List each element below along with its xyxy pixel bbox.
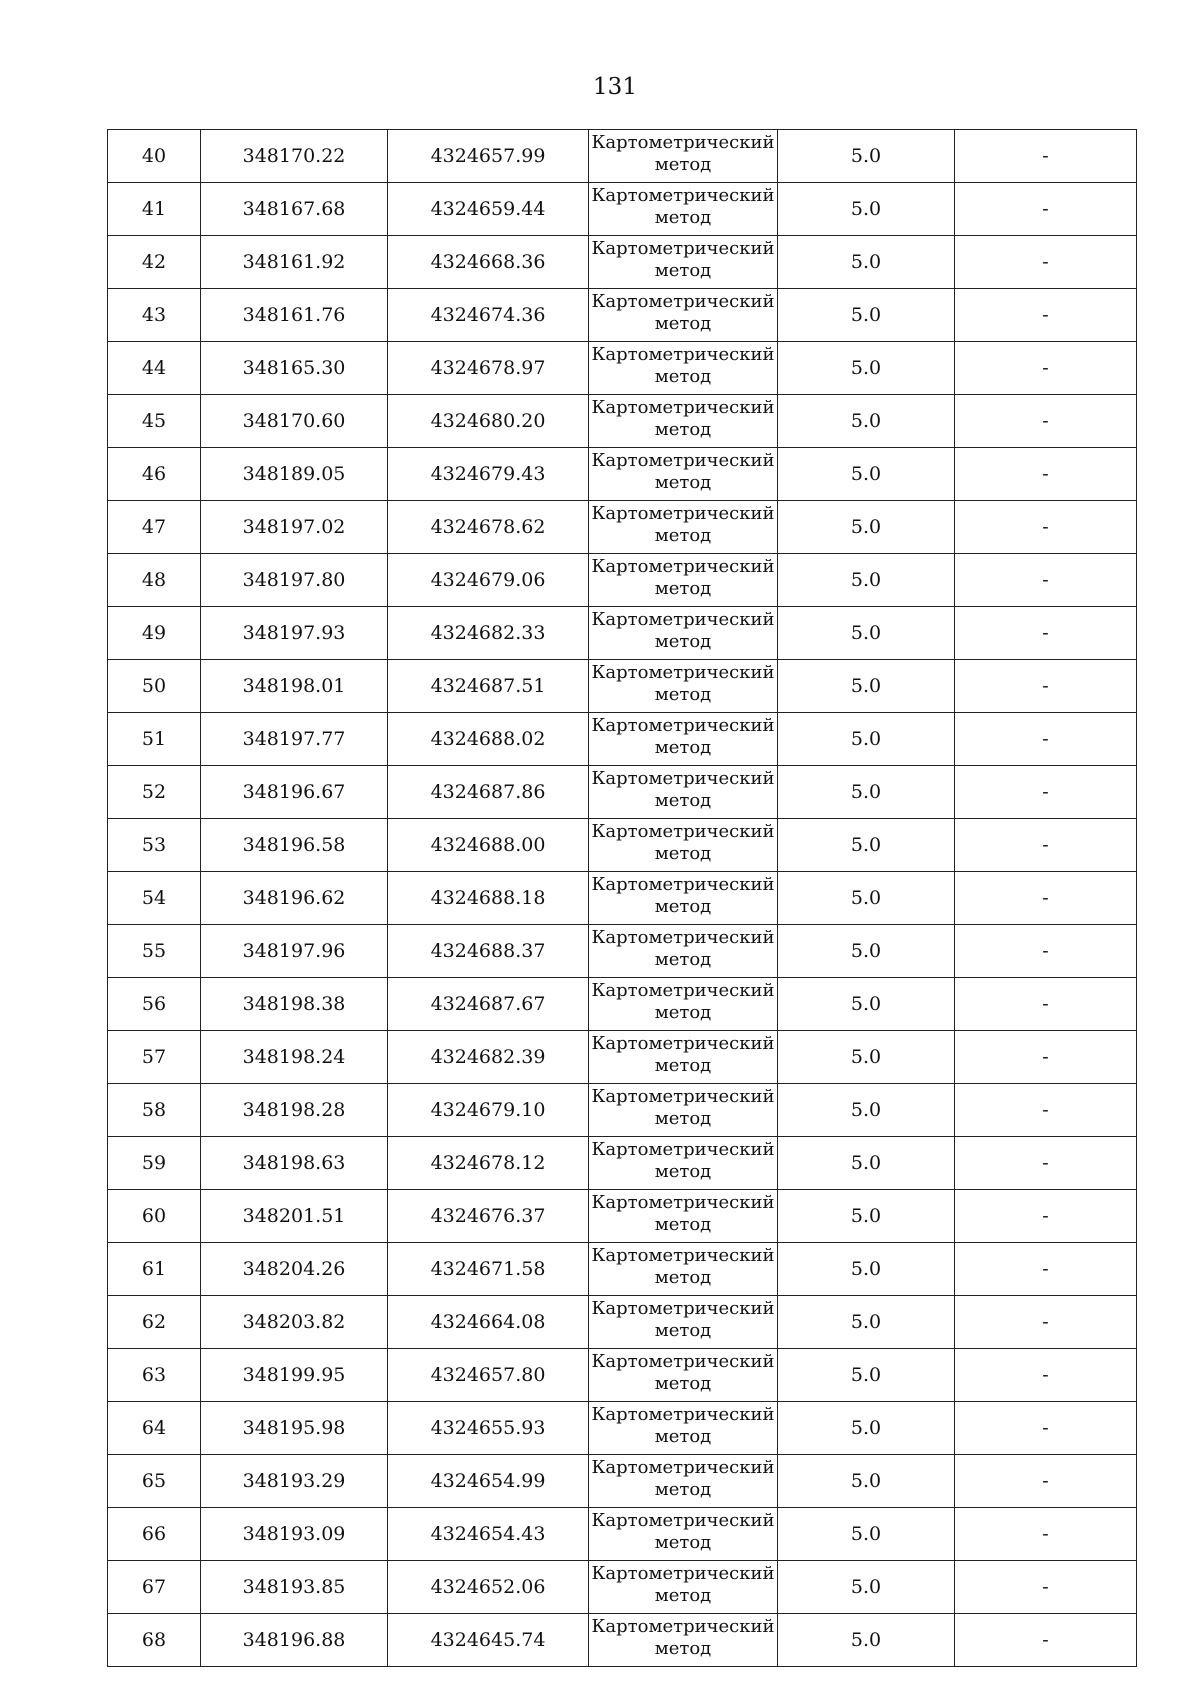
method-line-2: метод [654, 366, 712, 387]
y-coordinate-cell: 4324654.43 [388, 1508, 589, 1561]
x-coordinate-cell: 348198.38 [201, 978, 388, 1031]
page-number: 131 [593, 74, 637, 100]
method-line-1: Картометрический [591, 1563, 775, 1584]
point-number-cell: 60 [108, 1190, 201, 1243]
method-line-2: метод [654, 1002, 712, 1023]
x-coordinate-cell: 348161.76 [201, 289, 388, 342]
method-line-1: Картометрический [591, 821, 775, 842]
table-row [108, 1190, 1137, 1243]
table-row [108, 1402, 1137, 1455]
note-cell: - [955, 978, 1137, 1031]
table-row [108, 872, 1137, 925]
accuracy-cell: 5.0 [778, 713, 955, 766]
note-cell: - [955, 1084, 1137, 1137]
point-number-cell: 57 [108, 1031, 201, 1084]
note-cell: - [955, 1349, 1137, 1402]
accuracy-cell: 5.0 [778, 395, 955, 448]
x-coordinate-cell: 348196.58 [201, 819, 388, 872]
note-cell: - [955, 448, 1137, 501]
method-line-1: Картометрический [591, 1351, 775, 1372]
note-cell: - [955, 1614, 1137, 1667]
method-cell [589, 1508, 778, 1561]
table-row [108, 183, 1137, 236]
y-coordinate-cell: 4324687.67 [388, 978, 589, 1031]
table-row [108, 660, 1137, 713]
method-line-2: метод [654, 631, 712, 652]
method-cell [589, 660, 778, 713]
x-coordinate-cell: 348203.82 [201, 1296, 388, 1349]
method-cell [589, 1296, 778, 1349]
method-line-2: метод [654, 1267, 712, 1288]
table-row [108, 1296, 1137, 1349]
x-coordinate-cell: 348197.96 [201, 925, 388, 978]
accuracy-cell: 5.0 [778, 1349, 955, 1402]
method-line-1: Картометрический [591, 185, 775, 206]
y-coordinate-cell: 4324664.08 [388, 1296, 589, 1349]
method-line-2: метод [654, 207, 712, 228]
accuracy-cell: 5.0 [778, 1137, 955, 1190]
x-coordinate-cell: 348196.67 [201, 766, 388, 819]
table-row [108, 925, 1137, 978]
method-line-2: метод [654, 790, 712, 811]
method-line-2: метод [654, 684, 712, 705]
point-number-cell: 50 [108, 660, 201, 713]
method-cell [589, 1243, 778, 1296]
note-cell: - [955, 872, 1137, 925]
method-cell [589, 1402, 778, 1455]
x-coordinate-cell: 348193.85 [201, 1561, 388, 1614]
note-cell: - [955, 1031, 1137, 1084]
x-coordinate-cell: 348170.22 [201, 130, 388, 183]
method-line-2: метод [654, 1373, 712, 1394]
point-number-cell: 51 [108, 713, 201, 766]
method-cell [589, 872, 778, 925]
y-coordinate-cell: 4324676.37 [388, 1190, 589, 1243]
method-line-1: Картометрический [591, 1086, 775, 1107]
accuracy-cell: 5.0 [778, 1190, 955, 1243]
method-cell [589, 448, 778, 501]
y-coordinate-cell: 4324657.99 [388, 130, 589, 183]
accuracy-cell: 5.0 [778, 183, 955, 236]
note-cell: - [955, 925, 1137, 978]
method-line-2: метод [654, 896, 712, 917]
method-line-1: Картометрический [591, 662, 775, 683]
method-cell [589, 713, 778, 766]
x-coordinate-cell: 348170.60 [201, 395, 388, 448]
point-number-cell: 66 [108, 1508, 201, 1561]
accuracy-cell: 5.0 [778, 1508, 955, 1561]
method-cell [589, 925, 778, 978]
x-coordinate-cell: 348193.29 [201, 1455, 388, 1508]
y-coordinate-cell: 4324688.00 [388, 819, 589, 872]
method-line-1: Картометрический [591, 503, 775, 524]
accuracy-cell: 5.0 [778, 1243, 955, 1296]
method-cell [589, 236, 778, 289]
note-cell: - [955, 1455, 1137, 1508]
x-coordinate-cell: 348197.02 [201, 501, 388, 554]
method-line-1: Картометрический [591, 1033, 775, 1054]
y-coordinate-cell: 4324688.18 [388, 872, 589, 925]
method-line-2: метод [654, 578, 712, 599]
method-line-2: метод [654, 472, 712, 493]
note-cell: - [955, 713, 1137, 766]
table-row [108, 395, 1137, 448]
method-cell [589, 183, 778, 236]
x-coordinate-cell: 348195.98 [201, 1402, 388, 1455]
method-line-2: метод [654, 949, 712, 970]
method-cell [589, 1137, 778, 1190]
point-number-cell: 68 [108, 1614, 201, 1667]
point-number-cell: 63 [108, 1349, 201, 1402]
accuracy-cell: 5.0 [778, 342, 955, 395]
method-line-2: метод [654, 1532, 712, 1553]
point-number-cell: 61 [108, 1243, 201, 1296]
note-cell: - [955, 1561, 1137, 1614]
table-row [108, 1243, 1137, 1296]
method-line-1: Картометрический [591, 715, 775, 736]
method-line-2: метод [654, 419, 712, 440]
accuracy-cell: 5.0 [778, 925, 955, 978]
x-coordinate-cell: 348198.01 [201, 660, 388, 713]
x-coordinate-cell: 348197.77 [201, 713, 388, 766]
table-row [108, 342, 1137, 395]
y-coordinate-cell: 4324668.36 [388, 236, 589, 289]
point-number-cell: 67 [108, 1561, 201, 1614]
point-number-cell: 62 [108, 1296, 201, 1349]
point-number-cell: 55 [108, 925, 201, 978]
accuracy-cell: 5.0 [778, 554, 955, 607]
method-line-2: метод [654, 525, 712, 546]
accuracy-cell: 5.0 [778, 1614, 955, 1667]
accuracy-cell: 5.0 [778, 766, 955, 819]
x-coordinate-cell: 348189.05 [201, 448, 388, 501]
method-line-1: Картометрический [591, 397, 775, 418]
method-line-2: метод [654, 1214, 712, 1235]
point-number-cell: 45 [108, 395, 201, 448]
method-line-1: Картометрический [591, 1510, 775, 1531]
method-line-1: Картометрический [591, 1616, 775, 1637]
note-cell: - [955, 1508, 1137, 1561]
note-cell: - [955, 660, 1137, 713]
accuracy-cell: 5.0 [778, 607, 955, 660]
table-row [108, 713, 1137, 766]
note-cell: - [955, 554, 1137, 607]
point-number-cell: 52 [108, 766, 201, 819]
y-coordinate-cell: 4324679.43 [388, 448, 589, 501]
y-coordinate-cell: 4324674.36 [388, 289, 589, 342]
note-cell: - [955, 501, 1137, 554]
table-body [108, 130, 1137, 1667]
y-coordinate-cell: 4324687.86 [388, 766, 589, 819]
x-coordinate-cell: 348167.68 [201, 183, 388, 236]
table-row [108, 236, 1137, 289]
y-coordinate-cell: 4324657.80 [388, 1349, 589, 1402]
accuracy-cell: 5.0 [778, 1084, 955, 1137]
y-coordinate-cell: 4324688.37 [388, 925, 589, 978]
method-cell [589, 1084, 778, 1137]
point-number-cell: 65 [108, 1455, 201, 1508]
method-line-1: Картометрический [591, 132, 775, 153]
coordinates-table [107, 129, 1137, 1667]
method-cell [589, 819, 778, 872]
note-cell: - [955, 183, 1137, 236]
method-cell [589, 1614, 778, 1667]
table-row [108, 554, 1137, 607]
table-row [108, 766, 1137, 819]
table-row [108, 501, 1137, 554]
note-cell: - [955, 1296, 1137, 1349]
note-cell: - [955, 342, 1137, 395]
method-cell [589, 130, 778, 183]
table-row [108, 289, 1137, 342]
method-cell [589, 1031, 778, 1084]
point-number-cell: 42 [108, 236, 201, 289]
table-row [108, 1455, 1137, 1508]
method-cell [589, 1455, 778, 1508]
x-coordinate-cell: 348196.88 [201, 1614, 388, 1667]
method-line-1: Картометрический [591, 1298, 775, 1319]
note-cell: - [955, 1243, 1137, 1296]
method-cell [589, 554, 778, 607]
method-line-1: Картометрический [591, 927, 775, 948]
method-line-2: метод [654, 1426, 712, 1447]
point-number-cell: 56 [108, 978, 201, 1031]
y-coordinate-cell: 4324659.44 [388, 183, 589, 236]
note-cell: - [955, 1137, 1137, 1190]
y-coordinate-cell: 4324678.62 [388, 501, 589, 554]
method-line-2: метод [654, 843, 712, 864]
accuracy-cell: 5.0 [778, 819, 955, 872]
y-coordinate-cell: 4324679.06 [388, 554, 589, 607]
accuracy-cell: 5.0 [778, 130, 955, 183]
x-coordinate-cell: 348165.30 [201, 342, 388, 395]
note-cell: - [955, 819, 1137, 872]
method-line-1: Картометрический [591, 768, 775, 789]
y-coordinate-cell: 4324682.39 [388, 1031, 589, 1084]
table-row [108, 448, 1137, 501]
table-row [108, 607, 1137, 660]
x-coordinate-cell: 348198.24 [201, 1031, 388, 1084]
method-line-2: метод [654, 1055, 712, 1076]
note-cell: - [955, 766, 1137, 819]
y-coordinate-cell: 4324671.58 [388, 1243, 589, 1296]
accuracy-cell: 5.0 [778, 448, 955, 501]
table-row [108, 1561, 1137, 1614]
method-line-2: метод [654, 737, 712, 758]
y-coordinate-cell: 4324682.33 [388, 607, 589, 660]
accuracy-cell: 5.0 [778, 289, 955, 342]
method-cell [589, 395, 778, 448]
y-coordinate-cell: 4324678.12 [388, 1137, 589, 1190]
x-coordinate-cell: 348201.51 [201, 1190, 388, 1243]
table-row [108, 1614, 1137, 1667]
note-cell: - [955, 395, 1137, 448]
y-coordinate-cell: 4324688.02 [388, 713, 589, 766]
point-number-cell: 48 [108, 554, 201, 607]
accuracy-cell: 5.0 [778, 1561, 955, 1614]
note-cell: - [955, 236, 1137, 289]
table-row [108, 1349, 1137, 1402]
point-number-cell: 44 [108, 342, 201, 395]
point-number-cell: 46 [108, 448, 201, 501]
x-coordinate-cell: 348197.80 [201, 554, 388, 607]
point-number-cell: 47 [108, 501, 201, 554]
method-cell [589, 607, 778, 660]
note-cell: - [955, 289, 1137, 342]
x-coordinate-cell: 348198.28 [201, 1084, 388, 1137]
point-number-cell: 41 [108, 183, 201, 236]
note-cell: - [955, 1402, 1137, 1455]
y-coordinate-cell: 4324680.20 [388, 395, 589, 448]
method-line-2: метод [654, 260, 712, 281]
method-cell [589, 1349, 778, 1402]
accuracy-cell: 5.0 [778, 1402, 955, 1455]
note-cell: - [955, 607, 1137, 660]
x-coordinate-cell: 348161.92 [201, 236, 388, 289]
method-line-1: Картометрический [591, 980, 775, 1001]
point-number-cell: 43 [108, 289, 201, 342]
accuracy-cell: 5.0 [778, 872, 955, 925]
point-number-cell: 40 [108, 130, 201, 183]
method-cell [589, 501, 778, 554]
table-row [108, 1031, 1137, 1084]
method-line-2: метод [654, 1638, 712, 1659]
method-line-1: Картометрический [591, 450, 775, 471]
y-coordinate-cell: 4324678.97 [388, 342, 589, 395]
accuracy-cell: 5.0 [778, 660, 955, 713]
method-line-2: метод [654, 1161, 712, 1182]
method-cell [589, 766, 778, 819]
x-coordinate-cell: 348196.62 [201, 872, 388, 925]
table-row [108, 130, 1137, 183]
y-coordinate-cell: 4324654.99 [388, 1455, 589, 1508]
method-line-1: Картометрический [591, 556, 775, 577]
method-line-2: метод [654, 1108, 712, 1129]
method-line-2: метод [654, 154, 712, 175]
method-cell [589, 978, 778, 1031]
point-number-cell: 64 [108, 1402, 201, 1455]
method-line-1: Картометрический [591, 609, 775, 630]
y-coordinate-cell: 4324655.93 [388, 1402, 589, 1455]
table-row [108, 978, 1137, 1031]
method-line-1: Картометрический [591, 1192, 775, 1213]
accuracy-cell: 5.0 [778, 236, 955, 289]
method-line-2: метод [654, 1479, 712, 1500]
method-line-1: Картометрический [591, 291, 775, 312]
method-line-1: Картометрический [591, 238, 775, 259]
method-line-2: метод [654, 1585, 712, 1606]
note-cell: - [955, 1190, 1137, 1243]
x-coordinate-cell: 348197.93 [201, 607, 388, 660]
method-cell [589, 1561, 778, 1614]
method-line-1: Картометрический [591, 1457, 775, 1478]
method-line-1: Картометрический [591, 1404, 775, 1425]
method-cell [589, 342, 778, 395]
accuracy-cell: 5.0 [778, 501, 955, 554]
y-coordinate-cell: 4324679.10 [388, 1084, 589, 1137]
point-number-cell: 49 [108, 607, 201, 660]
y-coordinate-cell: 4324652.06 [388, 1561, 589, 1614]
method-line-1: Картометрический [591, 1245, 775, 1266]
method-line-2: метод [654, 313, 712, 334]
point-number-cell: 58 [108, 1084, 201, 1137]
x-coordinate-cell: 348198.63 [201, 1137, 388, 1190]
method-line-1: Картометрический [591, 874, 775, 895]
method-line-2: метод [654, 1320, 712, 1341]
method-cell [589, 1190, 778, 1243]
method-cell [589, 289, 778, 342]
point-number-cell: 53 [108, 819, 201, 872]
table-row [108, 819, 1137, 872]
point-number-cell: 59 [108, 1137, 201, 1190]
accuracy-cell: 5.0 [778, 1455, 955, 1508]
point-number-cell: 54 [108, 872, 201, 925]
table-row [108, 1084, 1137, 1137]
table-row [108, 1137, 1137, 1190]
table-row [108, 1508, 1137, 1561]
x-coordinate-cell: 348204.26 [201, 1243, 388, 1296]
method-line-1: Картометрический [591, 1139, 775, 1160]
method-line-1: Картометрический [591, 344, 775, 365]
accuracy-cell: 5.0 [778, 978, 955, 1031]
accuracy-cell: 5.0 [778, 1296, 955, 1349]
note-cell: - [955, 130, 1137, 183]
y-coordinate-cell: 4324645.74 [388, 1614, 589, 1667]
x-coordinate-cell: 348193.09 [201, 1508, 388, 1561]
accuracy-cell: 5.0 [778, 1031, 955, 1084]
x-coordinate-cell: 348199.95 [201, 1349, 388, 1402]
y-coordinate-cell: 4324687.51 [388, 660, 589, 713]
